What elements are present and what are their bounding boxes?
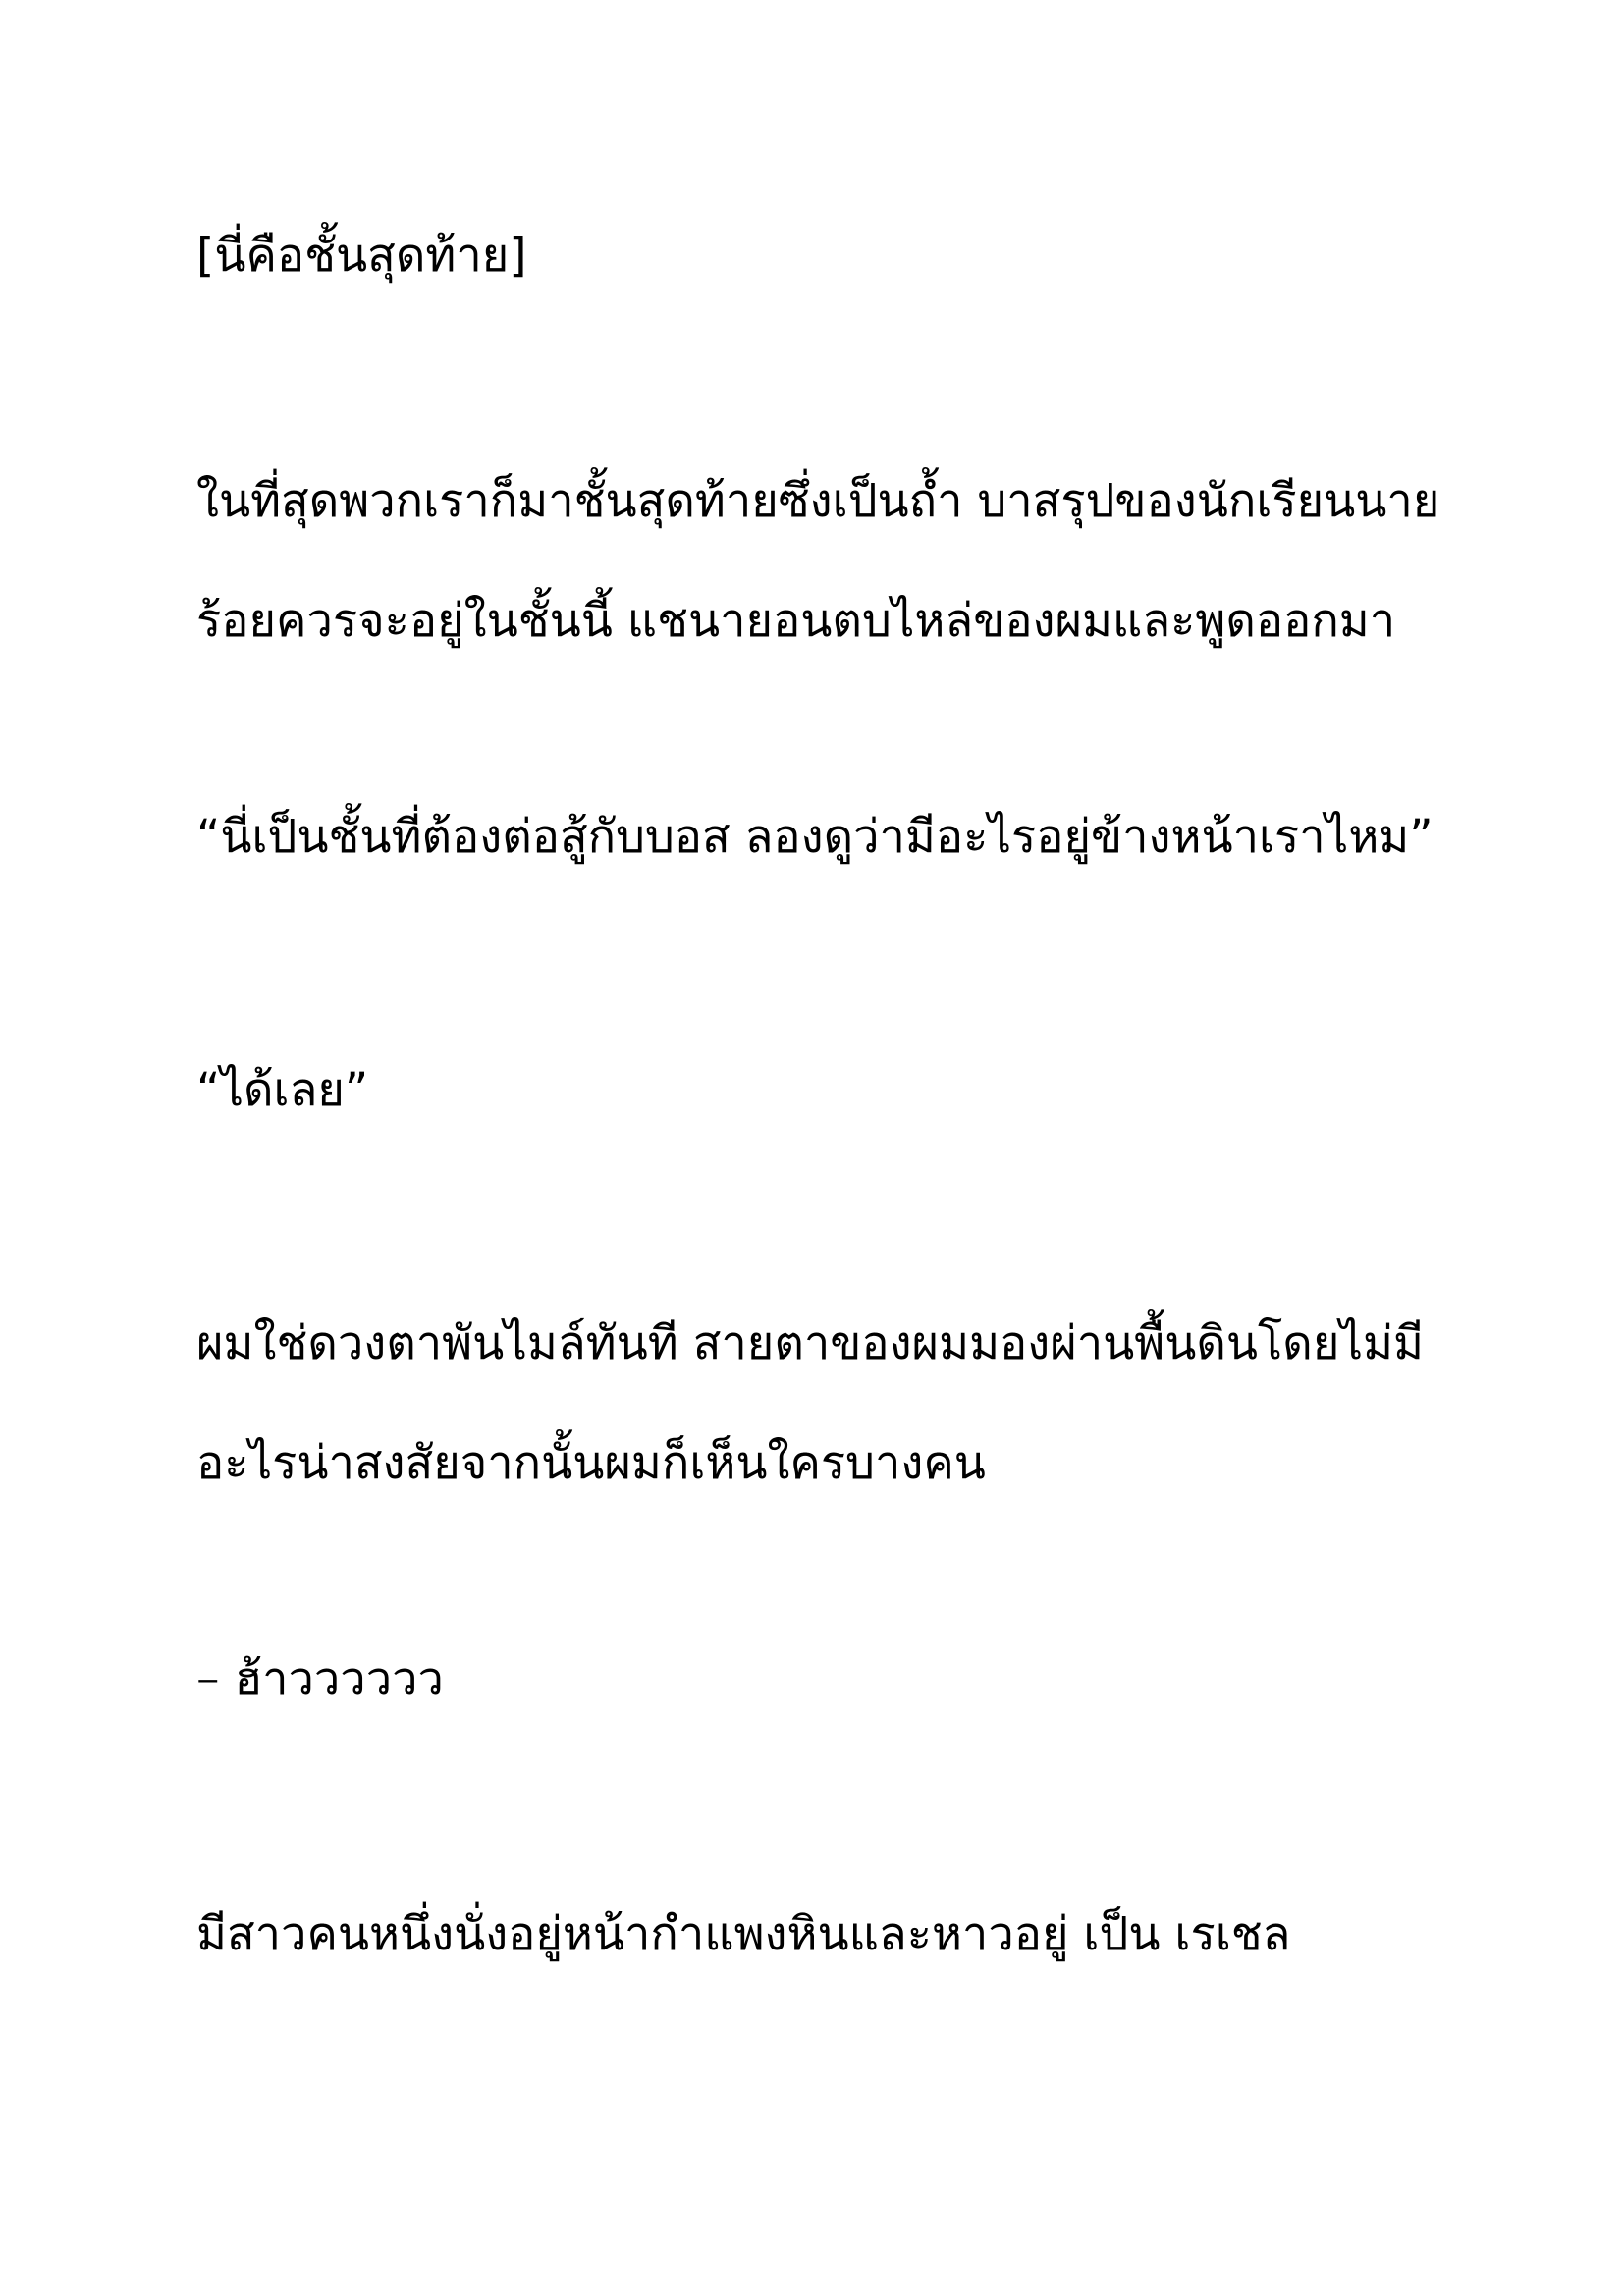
paragraph-dialogue	[196, 777, 1434, 897]
text-line: อะไรน่าสงสัยจากนั้นผมก็เห็นใครบางคน	[196, 1436, 986, 1490]
text-line: “นี่เป็นชั้นที่ต้องต่อสู้กับบอส ลองดูว่ามีอะไรอยู่ข้างหน้าเราไหม”	[196, 810, 1434, 864]
text-line: ร้อยควรจะอยู่ในชั้นนี้ แชนายอนตบไหล่ของผมและพูดออกมา	[196, 594, 1396, 648]
text-line: “ได้เลย”	[196, 1063, 369, 1117]
text-line: ผมใช่ดวงตาพันไมล์ทันที สายตาของผมมองผ่านพื้นดินโดยไม่มี	[196, 1316, 1424, 1370]
paragraph-sound	[196, 1620, 1434, 1739]
paragraph-dialogue	[196, 1031, 1434, 1150]
text-line: [นี่คือชั้นสุดท้าย]	[196, 229, 527, 283]
paragraph-heading	[196, 196, 1434, 316]
text-line: ในที่สุดพวกเราก็มาชั้นสุดท้ายซึ่งเป็นถ้ำ บาสรุปของนักเรียนนาย	[196, 474, 1440, 528]
text-line: – ฮ้าวววววว	[196, 1652, 444, 1706]
paragraph-narration	[196, 442, 1440, 681]
paragraph-narration	[196, 1875, 1434, 1995]
text-line: มีสาวคนหนึ่งนั่งอยู่หน้ากำแพงหินและหาวอยู่ เป็น เรเชล	[196, 1907, 1291, 1961]
paragraph-narration	[196, 1284, 1434, 1523]
